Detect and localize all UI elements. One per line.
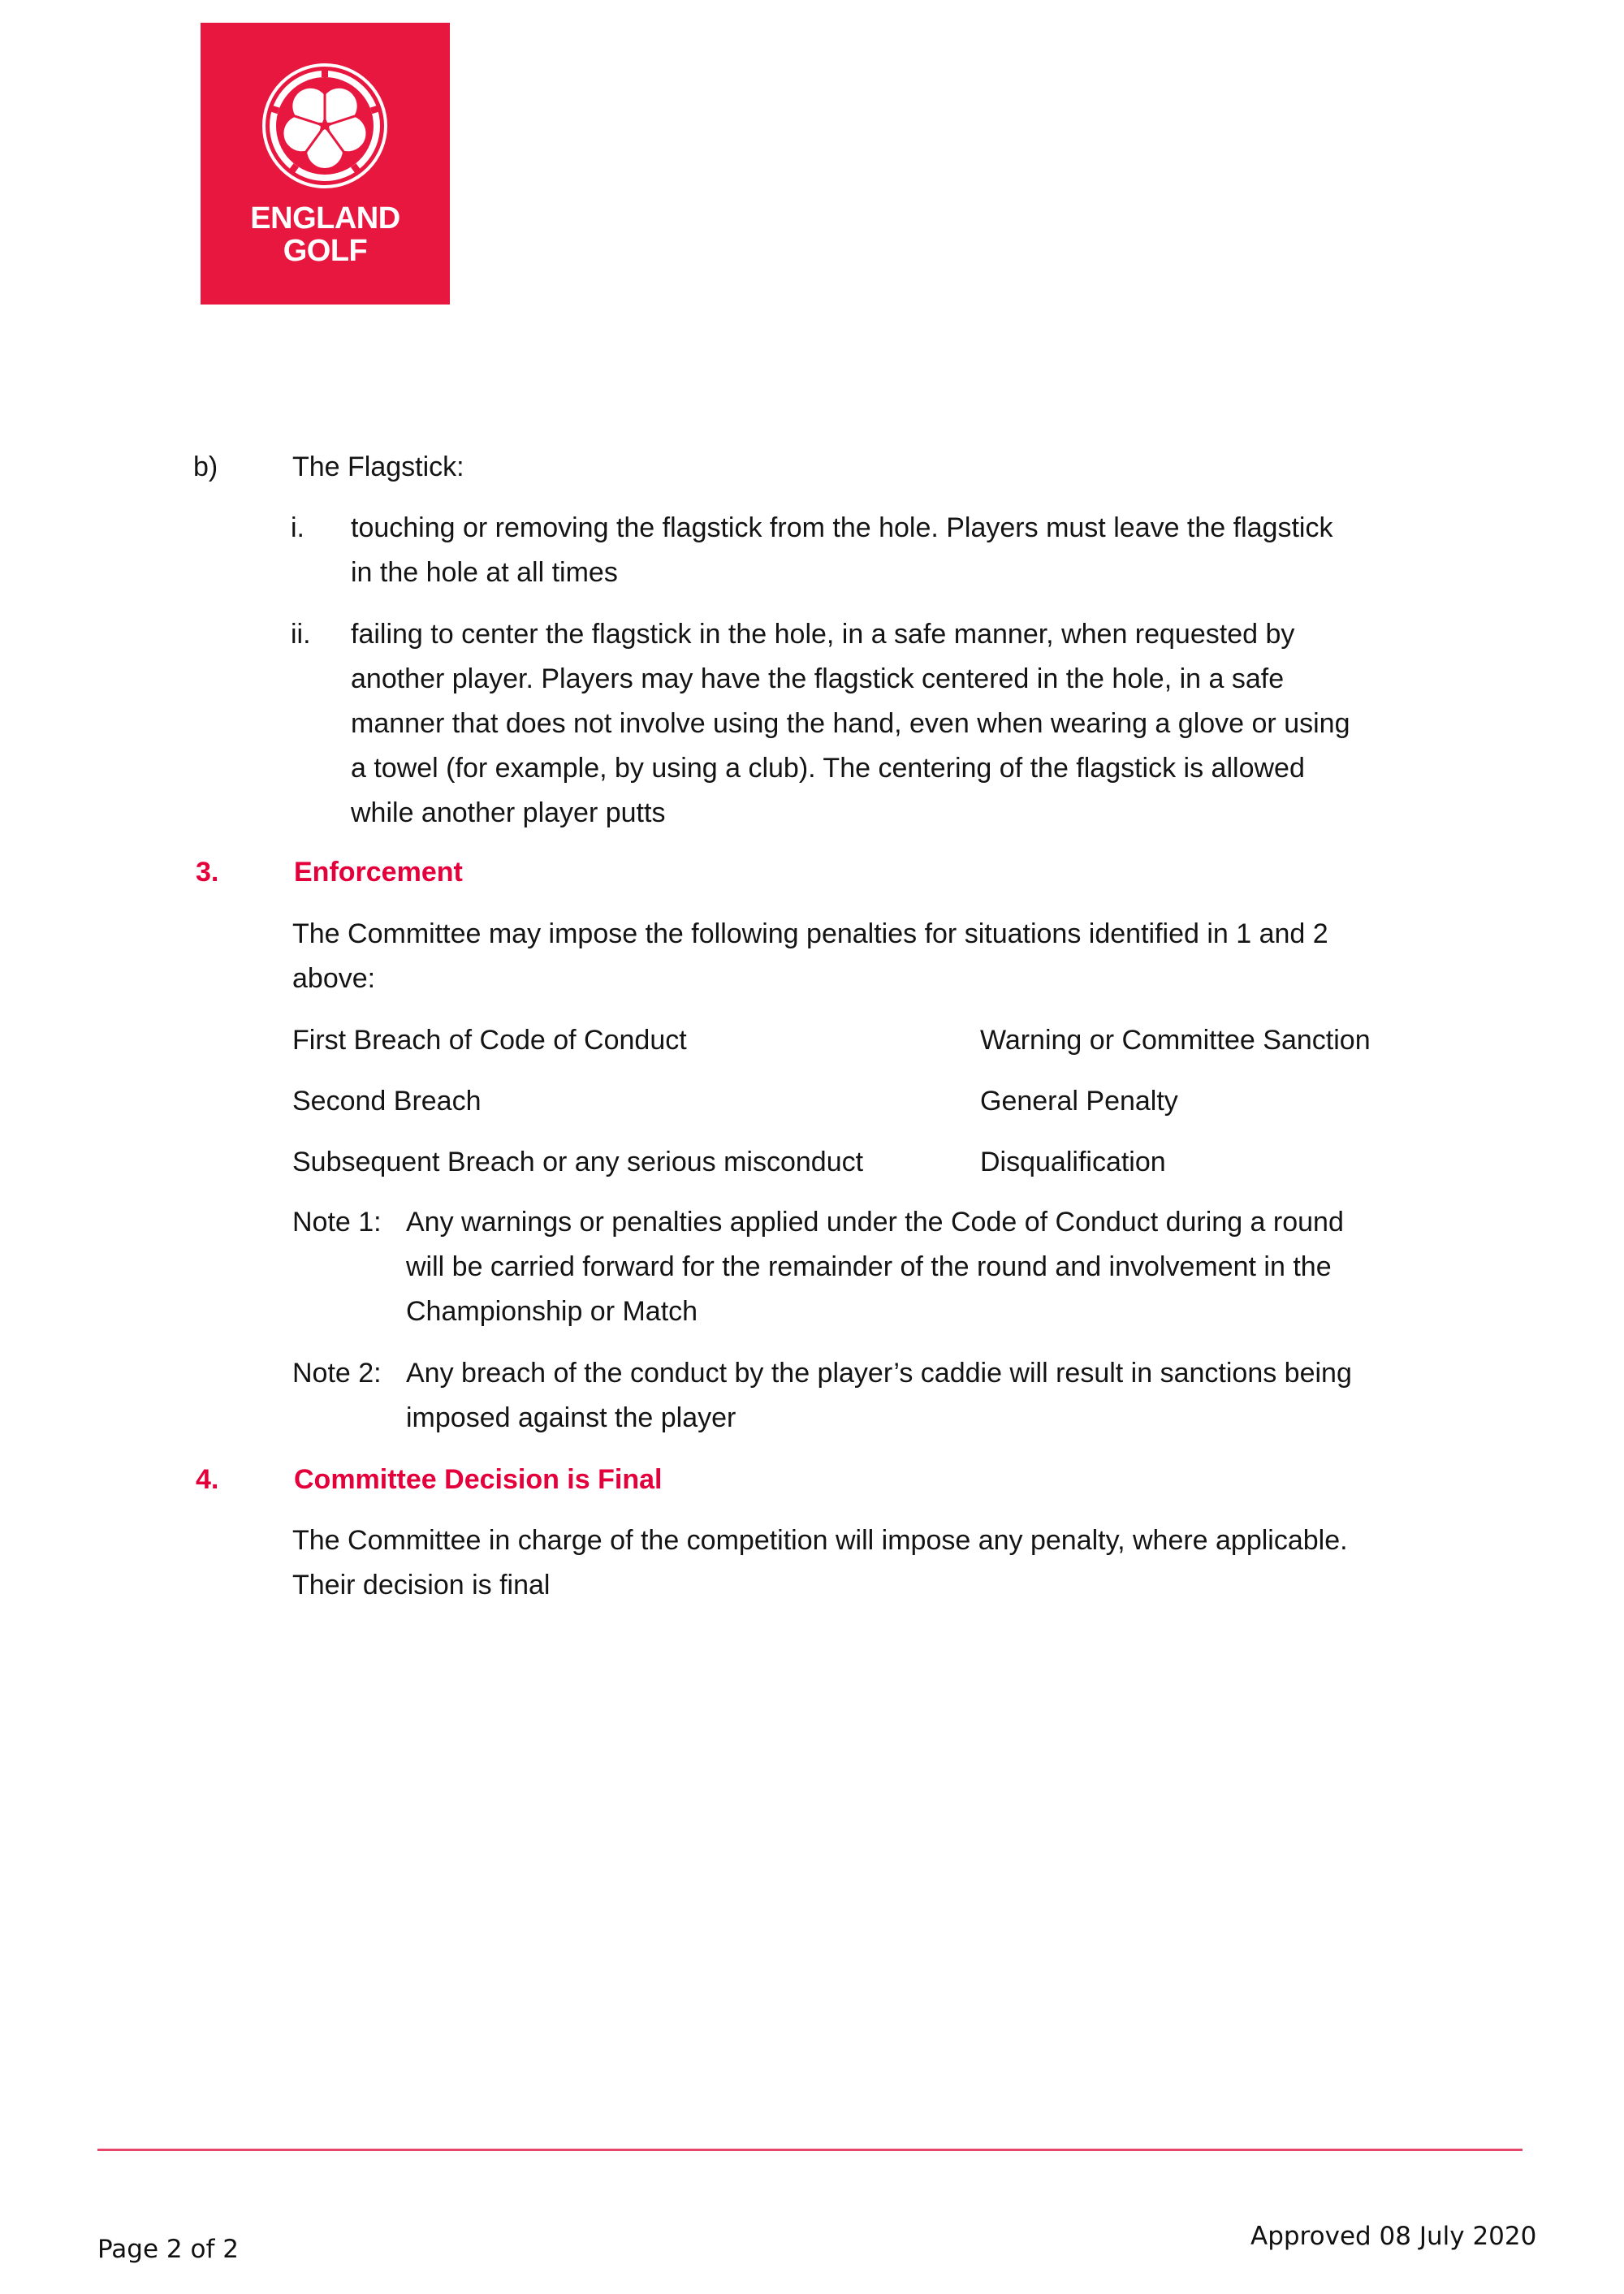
text-line: above: (292, 963, 376, 994)
text-line: another player. Players may have the flagstick centered in the hole, in a safe (351, 663, 1285, 694)
penalty-breach: First Breach of Code of Conduct (292, 1025, 687, 1056)
text-line: a towel (for example, by using a club). The centering of the flagstick is allowed (351, 753, 1305, 784)
item-ii-marker: ii. (291, 619, 311, 650)
item-i-marker: i. (291, 512, 304, 543)
section-3-number: 3. (196, 857, 219, 888)
section-3-title: Enforcement (294, 857, 463, 888)
section-b-title: The Flagstick: (292, 451, 464, 482)
penalty-breach: Subsequent Breach or any serious misconduct (292, 1147, 864, 1177)
text-line: The Committee may impose the following penalties for situations identified in 1 and 2 (292, 918, 1328, 949)
text-line: Championship or Match (406, 1296, 698, 1327)
text-line: The Committee in charge of the competition will impose any penalty, where applicable. (292, 1525, 1348, 1556)
section-4-number: 4. (196, 1464, 219, 1495)
section-4-text (292, 1519, 1348, 1608)
note-2-text (406, 1351, 1352, 1441)
section-3-intro (292, 912, 1328, 1001)
penalty-result: Warning or Committee Sanction (980, 1025, 1371, 1056)
text-line: Any breach of the conduct by the player’s caddie will result in sanctions being (406, 1358, 1352, 1389)
text-line: touching or removing the flagstick from the hole. Players must leave the flagstick (351, 512, 1333, 543)
text-line: will be carried forward for the remainder of the round and involvement in the (406, 1251, 1332, 1282)
note-2-label: Note 2: (292, 1358, 382, 1389)
text-line: imposed against the player (406, 1402, 736, 1433)
note-1-text (406, 1200, 1344, 1334)
text-line: while another player putts (351, 797, 666, 828)
note-1-label: Note 1: (292, 1207, 382, 1238)
item-ii-text (351, 612, 1350, 836)
text-line: Their decision is final (292, 1570, 551, 1601)
text-line: in the hole at all times (351, 557, 618, 588)
footer-divider (97, 2149, 1522, 2151)
text-line: failing to center the flagstick in the hole, in a safe manner, when requested by (351, 619, 1295, 650)
page-number: Page 2 of 2 (97, 2235, 239, 2264)
penalty-result: Disqualification (980, 1147, 1166, 1177)
section-4-title: Committee Decision is Final (294, 1464, 663, 1495)
penalty-breach: Second Breach (292, 1086, 482, 1117)
logo-text-england: ENGLAND (250, 201, 400, 235)
item-i-text (351, 506, 1332, 595)
approved-date: Approved 08 July 2020 (1250, 2222, 1537, 2251)
logo-text-golf: GOLF (283, 234, 368, 268)
section-b-marker: b) (193, 451, 218, 482)
text-line: manner that does not involve using the hand, even when wearing a glove or using (351, 708, 1350, 739)
england-golf-logo (201, 23, 450, 305)
text-line: Any warnings or penalties applied under the Code of Conduct during a round (406, 1207, 1344, 1238)
penalty-result: General Penalty (980, 1086, 1178, 1117)
